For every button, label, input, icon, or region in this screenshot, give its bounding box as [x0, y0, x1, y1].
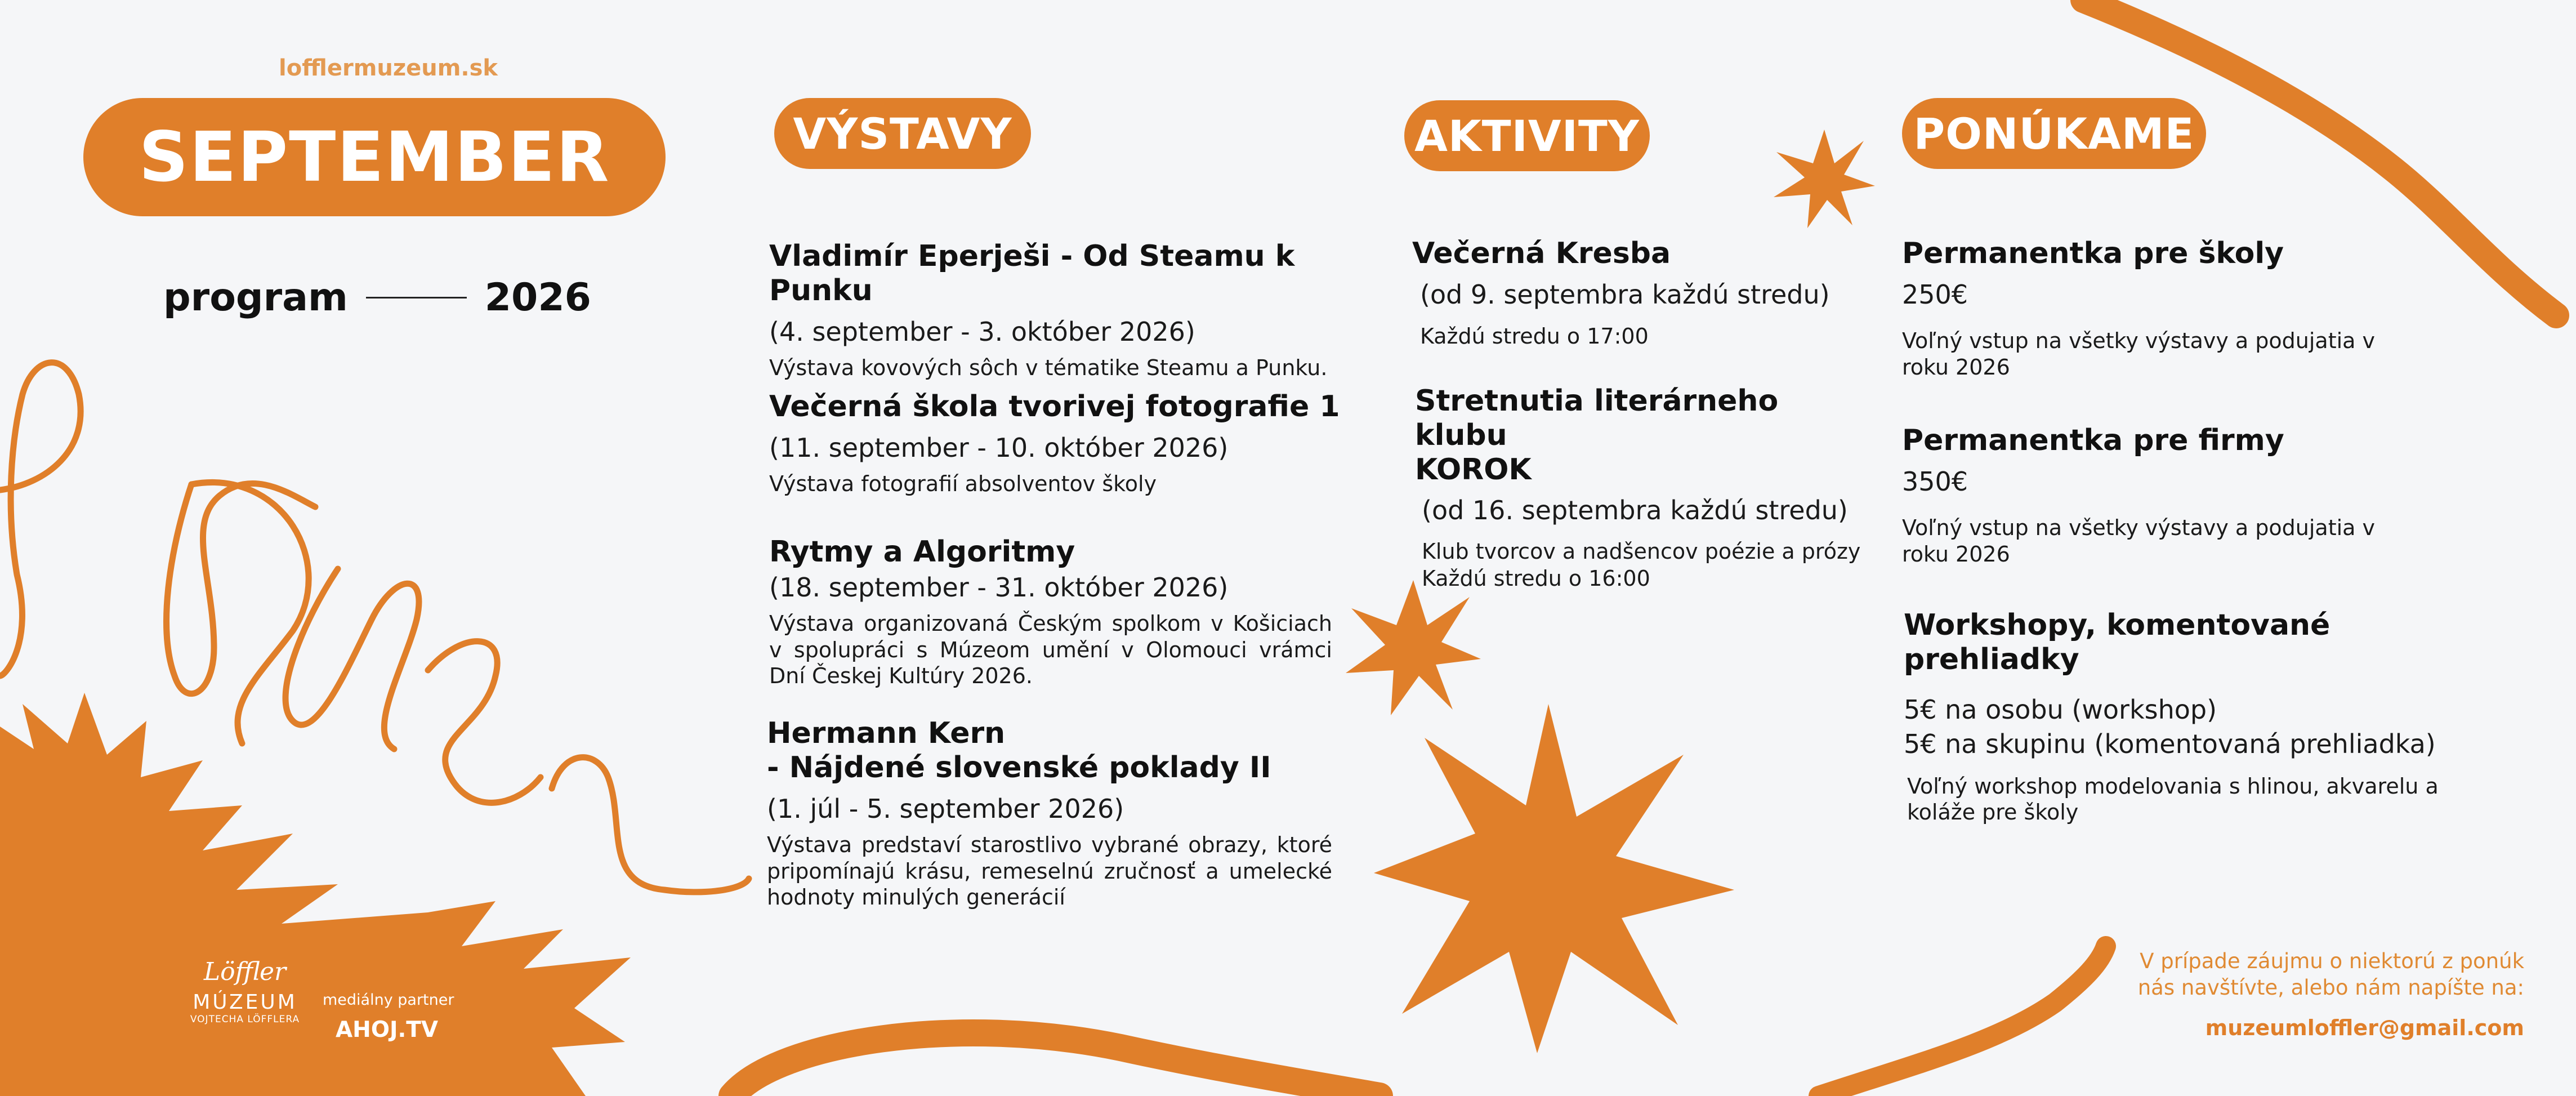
item-description: Výstava kovových sôch v tématike Steamu a Punku.: [769, 355, 1328, 381]
vystavy-item-1: [769, 239, 1349, 381]
section-title: AKTIVITY: [1414, 110, 1640, 161]
ponukame-item-1: [1902, 237, 2431, 380]
ponukame-item-2: [1902, 424, 2431, 567]
section-pill-aktivity: [1404, 100, 1650, 171]
item-title-line1: Hermann Kern: [767, 716, 1006, 750]
contact-note-line2: nás navštívte, alebo nám napíšte na:: [2137, 975, 2524, 1000]
logo-name: MÚZEUM: [193, 991, 297, 1014]
item-title: Workshopy, komentované prehliadky: [1904, 608, 2331, 676]
item-description: Každú stredu o 17:00: [1420, 324, 1649, 349]
item-price: 350€: [1902, 466, 1968, 497]
contact-note: [2138, 948, 2524, 1001]
item-title-line1: Stretnutia literárneho klubu: [1415, 384, 1779, 452]
item-date: (11. september - 10. október 2026): [769, 432, 1229, 463]
item-price-line1: 5€ na osobu (workshop): [1904, 694, 2217, 725]
museum-logo: [186, 957, 304, 1025]
item-description-line2: Každú stredu o 16:00: [1422, 566, 1650, 591]
item-title-line2: - Nájdené slovenské poklady II: [767, 750, 1271, 785]
month-banner: [83, 98, 666, 216]
month-title: SEPTEMBER: [139, 117, 610, 197]
item-title: Rytmy a Algoritmy: [769, 535, 1075, 569]
program-label: program: [163, 275, 348, 320]
program-year: 2026: [484, 275, 591, 320]
media-partner-name: AHOJ.TV: [336, 1017, 439, 1042]
splat-small: [1774, 130, 1875, 228]
item-price-line2: 5€ na skupinu (komentovaná prehliadka): [1904, 729, 2436, 760]
item-description: Voľný workshop modelovania s hlinou, akvarelu a koláže pre školy: [1907, 773, 2439, 825]
item-description-line1: Klub tvorcov a nadšencov poézie a prózy: [1422, 538, 1861, 564]
item-date: (18. september - 31. október 2026): [769, 572, 1229, 603]
vystavy-item-2: [769, 390, 1349, 497]
logo-subtitle: VOJTECHA LÖFFLERA: [190, 1014, 300, 1025]
section-title: VÝSTAVY: [793, 108, 1012, 159]
section-title: PONÚKAME: [1913, 108, 2195, 159]
item-title: Permanentka pre firmy: [1902, 424, 2284, 457]
vystavy-item-3: [769, 535, 1332, 689]
section-pill-ponukame: [1902, 98, 2206, 169]
splash-bottom-center: [732, 1033, 1379, 1096]
splash-bottom-right: [1819, 946, 2106, 1096]
aktivity-item-1: [1412, 237, 1863, 350]
item-description: Výstava predstaví starostlivo vybrané obrazy, ktoré pripomínajú krásu, remeselnú zručnosť a umelecké hodnoty minulých generácií: [767, 832, 1332, 910]
item-title: Večerná škola tvorivej fotografie 1: [769, 390, 1340, 424]
item-title: Permanentka pre školy: [1902, 237, 2284, 270]
item-description: Voľný vstup na všetky výstavy a podujatia v roku 2026: [1902, 515, 2376, 567]
website-url[interactable]: lofflermuzeum.sk: [279, 55, 498, 81]
item-title: Vladimír Eperješi - Od Steamu k Punku: [769, 239, 1295, 308]
item-description: Výstava organizovaná Českým spolkom v Košiciach v spolupráci s Múzeom umění v Olomouci vrámci Dní Českej Kultúry 2026.: [769, 611, 1332, 689]
logo-script: Löffler: [203, 957, 287, 986]
ponukame-item-3: [1904, 608, 2495, 825]
section-pill-vystavy: [774, 98, 1031, 169]
item-date: (4. september - 3. október 2026): [769, 316, 1195, 347]
item-title: Večerná Kresba: [1412, 237, 1671, 270]
media-partner-label: mediálny partner: [323, 991, 454, 1009]
contact-note-line1: V prípade záujmu o niektorú z ponúk: [2140, 949, 2524, 973]
program-year-row: [163, 275, 591, 320]
item-date: (od 16. septembra každú stredu): [1422, 495, 1848, 526]
contact-email[interactable]: muzeumloffler@gmail.com: [2205, 1015, 2524, 1040]
item-price: 250€: [1902, 279, 1968, 310]
item-date: (od 9. septembra každú stredu): [1420, 279, 1830, 310]
vystavy-item-4: [767, 716, 1332, 910]
aktivity-item-2: [1415, 384, 1865, 592]
splat-medium: [1346, 580, 1481, 715]
item-title-line2: KOROK: [1415, 452, 1532, 487]
divider-line: [366, 297, 467, 298]
splat-large: [1374, 704, 1734, 1053]
item-description: Voľný vstup na všetky výstavy a podujatia v roku 2026: [1902, 328, 2376, 380]
item-date: (1. júl - 5. september 2026): [767, 793, 1124, 824]
item-description: Výstava fotografií absolventov školy: [769, 471, 1157, 497]
splash-bottom-left: [0, 693, 631, 1096]
